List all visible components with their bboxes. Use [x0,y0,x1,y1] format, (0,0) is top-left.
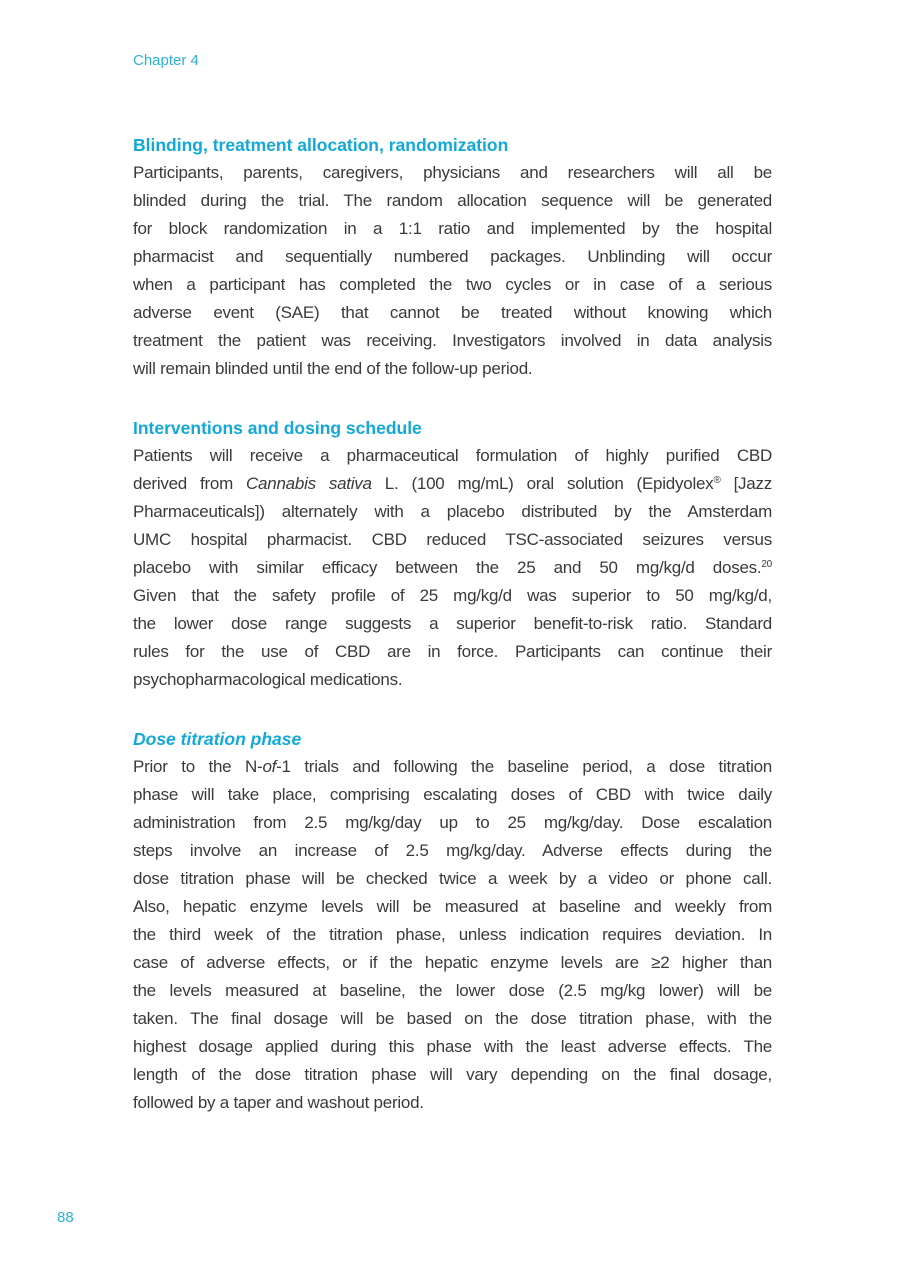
text-run: administration from 2.5 mg/kg/day up to 25 mg/kg/day. Dose escalation [133,813,772,832]
text-line [133,809,772,837]
text-run: dose titration phase will be checked twice a week by a video or phone call. [133,869,772,888]
text-line [133,865,772,893]
text-line [133,781,772,809]
section-heading: Interventions and dosing schedule [133,418,422,438]
section-body [133,442,772,694]
text-run: followed by a taper and washout period. [133,1093,424,1112]
superscript: ® [713,475,721,486]
text-run: when a participant has completed the two cycles or in case of a serious [133,275,772,294]
italic-text: of [262,757,277,776]
text-line [133,949,772,977]
page-number: 88 [57,1209,74,1226]
superscript: 20 [761,559,772,570]
text-run: treatment the patient was receiving. Investigators involved in data analysis [133,331,772,350]
section-dose-titration [133,725,772,1117]
text-run: taken. The final dosage will be based on the dose titration phase, with the [133,1009,772,1028]
text-line [133,837,772,865]
text-run: derived from [133,474,247,493]
subsection-heading: Dose titration phase [133,729,302,749]
italic-text: Cannabis sativa [246,474,372,493]
text-line [133,215,772,243]
text-run: -1 trials and following the baseline period, a dose titration [276,757,772,776]
text-run: placebo with similar efficacy between the 25 and 50 mg/kg/d doses. [133,558,762,577]
text-line [133,1061,772,1089]
text-run: will remain blinded until the end of the follow-up period. [133,359,533,378]
text-run: L. (100 mg/mL) oral solution (Epidyolex [371,474,714,493]
text-run: blinded during the trial. The random allocation sequence will be generated [133,191,772,210]
text-line [133,159,772,187]
text-run: psychopharmacological medications. [133,670,403,689]
text-run: [Jazz [720,474,772,493]
text-line [133,582,772,610]
section-interventions [133,414,772,694]
text-line [133,610,772,638]
section-body [133,159,772,383]
text-run: Participants, parents, caregivers, physicians and researchers will all be [133,163,772,182]
text-line [133,327,772,355]
text-run: highest dosage applied during this phase with the least adverse effects. The [133,1037,772,1056]
text-line [133,893,772,921]
text-line [133,638,772,666]
text-line [133,1089,772,1117]
text-run: rules for the use of CBD are in force. Participants can continue their [133,642,772,661]
text-line [133,243,772,271]
text-run: the levels measured at baseline, the lower dose (2.5 mg/kg lower) will be [133,981,772,1000]
text-run: the lower dose range suggests a superior benefit-to-risk ratio. Standard [133,614,772,633]
text-line [133,977,772,1005]
text-line [133,442,772,470]
text-run: for block randomization in a 1:1 ratio and implemented by the hospital [133,219,772,238]
text-run: UMC hospital pharmacist. CBD reduced TSC-associated seizures versus [133,530,772,549]
text-run: Patients will receive a pharmaceutical formulation of highly purified CBD [133,446,772,465]
text-run: Given that the safety profile of 25 mg/kg/d was superior to 50 mg/kg/d, [133,586,772,605]
running-header-chapter: Chapter 4 [133,52,199,69]
text-run: Pharmaceuticals]) alternately with a placebo distributed by the Amsterdam [133,502,772,521]
section-heading: Blinding, treatment allocation, randomization [133,135,509,155]
text-run: pharmacist and sequentially numbered packages. Unblinding will occur [133,247,772,266]
text-run: phase will take place, comprising escalating doses of CBD with twice daily [133,785,772,804]
text-run: case of adverse effects, or if the hepatic enzyme levels are ≥2 higher than [133,953,772,972]
text-run: adverse event (SAE) that cannot be treated without knowing which [133,303,772,322]
text-line [133,526,772,554]
text-line [133,355,772,383]
text-line [133,753,772,781]
text-line [133,470,772,498]
text-line [133,921,772,949]
text-run: Prior to the N- [133,757,263,776]
text-run: steps involve an increase of 2.5 mg/kg/day. Adverse effects during the [133,841,772,860]
text-line [133,666,772,694]
text-line [133,1005,772,1033]
text-run: the third week of the titration phase, unless indication requires deviation. In [133,925,772,944]
section-body [133,753,772,1117]
text-line [133,1033,772,1061]
text-line [133,271,772,299]
text-run: Also, hepatic enzyme levels will be measured at baseline and weekly from [133,897,772,916]
text-line [133,299,772,327]
text-line [133,498,772,526]
text-run: length of the dose titration phase will vary depending on the final dosage, [133,1065,772,1084]
section-blinding [133,131,772,383]
text-line [133,187,772,215]
text-line [133,554,772,582]
